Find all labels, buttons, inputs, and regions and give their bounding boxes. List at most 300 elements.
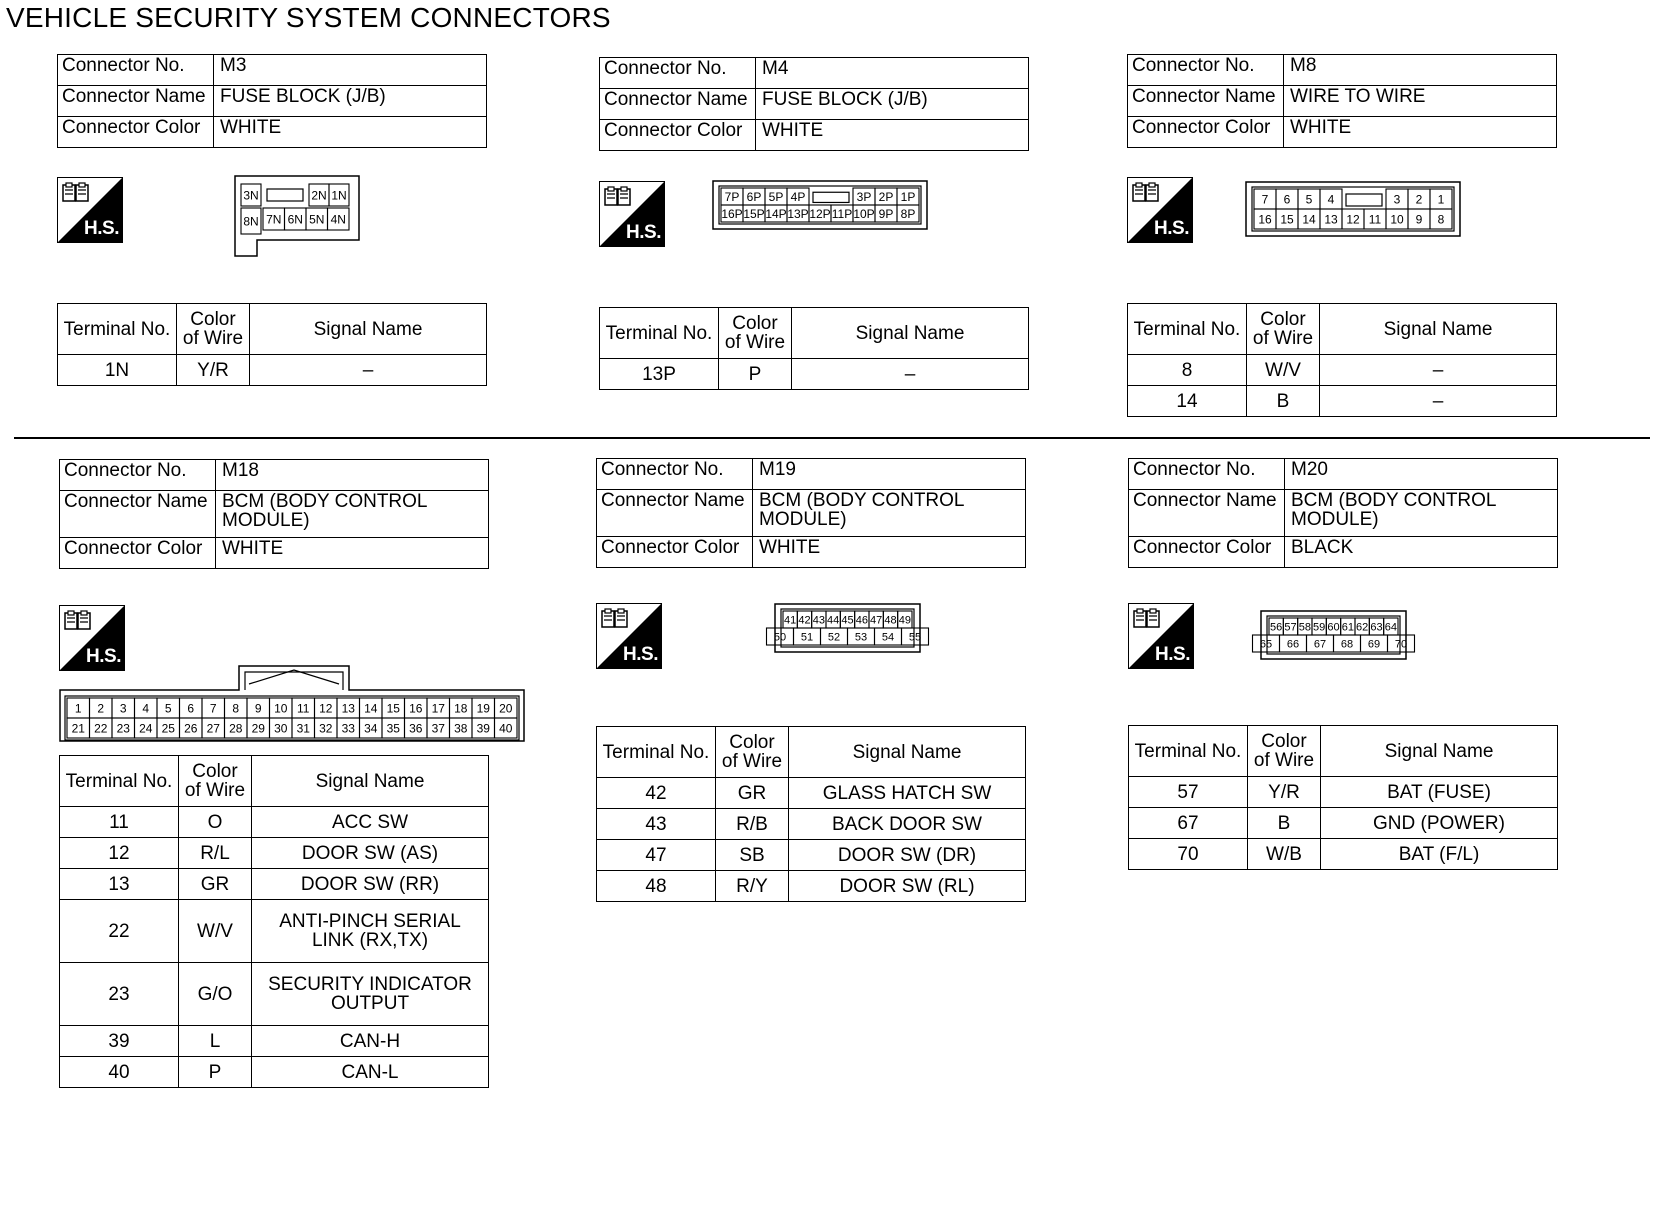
table-row	[60, 900, 489, 963]
table-row	[58, 355, 487, 386]
signal-name: BAT (FUSE)	[1321, 777, 1558, 808]
terminal-no-header: Terminal No.	[58, 304, 177, 355]
terminal-no: 47	[597, 840, 716, 871]
terminal-table	[596, 726, 1026, 902]
svg-text:16: 16	[409, 701, 423, 716]
svg-text:10: 10	[1390, 212, 1404, 227]
connector-pin	[1312, 618, 1326, 635]
svg-text:1N: 1N	[331, 188, 347, 203]
connector-info-table	[1127, 54, 1557, 148]
connector-info-table	[596, 458, 1026, 568]
svg-text:13P: 13P	[787, 206, 809, 221]
terminal-no: 40	[60, 1057, 179, 1088]
table-row	[600, 359, 1029, 390]
connector-color-value: WHITE	[1284, 117, 1557, 148]
svg-text:19: 19	[476, 701, 490, 716]
connector-no-row	[1129, 459, 1558, 490]
connector-name-value: BCM (BODY CONTROL MODULE)	[753, 490, 1026, 537]
table-row	[1129, 839, 1558, 870]
terminal-no: 48	[597, 871, 716, 902]
connector-name-value: FUSE BLOCK (J/B)	[756, 89, 1029, 120]
terminal-table	[1128, 725, 1558, 870]
connector-no-value: M19	[753, 459, 1026, 490]
connector-color-label: Connector Color	[60, 538, 216, 569]
harness-side-icon	[57, 177, 123, 243]
connector-pin	[898, 611, 912, 628]
connector-name-label: Connector Name	[597, 490, 753, 537]
connector-name-value: BCM (BODY CONTROL MODULE)	[1285, 490, 1558, 537]
connector-name-value: FUSE BLOCK (J/B)	[214, 86, 487, 117]
connector-color-row	[600, 120, 1029, 151]
connector-pin	[883, 611, 897, 628]
svg-text:68: 68	[1340, 638, 1354, 651]
connector-info-table	[599, 57, 1029, 151]
svg-text:16: 16	[1258, 212, 1272, 227]
connector-info-table	[57, 54, 487, 148]
svg-text:14: 14	[1302, 212, 1316, 227]
table-row	[60, 1057, 489, 1088]
connector-color-label: Connector Color	[597, 537, 753, 568]
table-row	[597, 809, 1026, 840]
signal-name: CAN-H	[252, 1026, 489, 1057]
signal-name: –	[1320, 386, 1557, 417]
connector-no-row	[58, 55, 487, 86]
svg-text:58: 58	[1298, 621, 1311, 634]
terminal-no-header: Terminal No.	[60, 756, 179, 807]
connector-plug-icon	[601, 608, 631, 630]
terminal-no: 11	[60, 807, 179, 838]
connector-no-value: M18	[216, 460, 489, 491]
connector-name-row	[58, 86, 487, 117]
connector-pin	[1269, 618, 1283, 635]
connector-pin	[840, 611, 854, 628]
terminal-table-header	[1128, 304, 1557, 355]
signal-name: CAN-L	[252, 1057, 489, 1088]
wire-color: P	[179, 1057, 252, 1088]
connector-no-label: Connector No.	[60, 460, 216, 491]
connector-name-label: Connector Name	[58, 86, 214, 117]
svg-text:30: 30	[274, 721, 288, 736]
svg-text:24: 24	[139, 721, 153, 736]
svg-text:10: 10	[274, 701, 288, 716]
svg-text:54: 54	[881, 631, 895, 644]
signal-name: –	[1320, 355, 1557, 386]
connector-name-row	[597, 490, 1026, 537]
svg-text:12: 12	[319, 701, 333, 716]
wire-color-header: Color of Wire	[1247, 304, 1320, 355]
harness-side-icon	[1127, 177, 1193, 243]
connector-pin	[855, 611, 869, 628]
connector-color-row	[60, 538, 489, 569]
terminal-table	[57, 303, 487, 386]
svg-text:52: 52	[827, 631, 841, 644]
wire-color-header: Color of Wire	[716, 727, 789, 778]
signal-name: DOOR SW (DR)	[789, 840, 1026, 871]
svg-text:10P: 10P	[853, 206, 875, 221]
connector-name-value: WIRE TO WIRE	[1284, 86, 1557, 117]
signal-name-header: Signal Name	[1320, 304, 1557, 355]
connector-no-label: Connector No.	[1129, 459, 1285, 490]
connector-pin	[1341, 618, 1355, 635]
svg-text:9: 9	[1415, 212, 1423, 227]
svg-text:2: 2	[1415, 192, 1423, 207]
connector-plug-icon	[62, 182, 92, 204]
svg-text:13: 13	[1324, 212, 1338, 227]
wire-color-header: Color of Wire	[179, 756, 252, 807]
connector-no-row	[1128, 55, 1557, 86]
terminal-no-header: Terminal No.	[1129, 726, 1248, 777]
svg-text:3N: 3N	[243, 188, 259, 203]
wire-color: P	[719, 359, 792, 390]
connector-color-label: Connector Color	[1129, 537, 1285, 568]
connector-color-value: WHITE	[216, 538, 489, 569]
svg-text:14: 14	[364, 701, 378, 716]
signal-name: DOOR SW (RR)	[252, 869, 489, 900]
svg-text:3P: 3P	[856, 189, 872, 204]
connector-no-label: Connector No.	[600, 58, 756, 89]
connector-pin	[1355, 618, 1369, 635]
connector-color-value: WHITE	[214, 117, 487, 148]
wire-color: R/Y	[716, 871, 789, 902]
connector-no-row	[597, 459, 1026, 490]
connector-color-row	[1129, 537, 1558, 568]
svg-text:8P: 8P	[900, 206, 916, 221]
wire-color: O	[179, 807, 252, 838]
terminal-no-header: Terminal No.	[1128, 304, 1247, 355]
svg-text:22: 22	[94, 721, 108, 736]
table-row	[60, 869, 489, 900]
svg-text:28: 28	[229, 721, 243, 736]
svg-text:7: 7	[1261, 192, 1269, 207]
harness-side-label: H.S.	[86, 646, 121, 667]
connector-name-value: BCM (BODY CONTROL MODULE)	[216, 491, 489, 538]
table-row	[1128, 386, 1557, 417]
svg-text:26: 26	[184, 721, 198, 736]
svg-text:55: 55	[908, 631, 922, 644]
table-row	[597, 778, 1026, 809]
wire-color-header: Color of Wire	[719, 308, 792, 359]
svg-text:53: 53	[854, 631, 868, 644]
connector-name-row	[600, 89, 1029, 120]
wire-color: W/V	[1247, 355, 1320, 386]
svg-text:15: 15	[1280, 212, 1294, 227]
connector-color-label: Connector Color	[1128, 117, 1284, 148]
table-row	[60, 838, 489, 869]
connector-plug-icon	[1133, 608, 1163, 630]
svg-text:48: 48	[884, 614, 897, 627]
svg-text:4N: 4N	[330, 212, 346, 227]
svg-text:13: 13	[341, 701, 355, 716]
terminal-no: 23	[60, 963, 179, 1026]
connector-name-label: Connector Name	[600, 89, 756, 120]
svg-text:4: 4	[142, 701, 150, 716]
wire-color: GR	[716, 778, 789, 809]
wire-color: G/O	[179, 963, 252, 1026]
signal-name: ANTI-PINCH SERIAL LINK (RX,TX)	[252, 900, 489, 963]
signal-name-header: Signal Name	[1321, 726, 1558, 777]
svg-text:38: 38	[454, 721, 468, 736]
connector-no-value: M3	[214, 55, 487, 86]
svg-text:33: 33	[341, 721, 355, 736]
connector-pin	[797, 611, 811, 628]
svg-text:47: 47	[870, 614, 883, 627]
svg-text:62: 62	[1356, 621, 1369, 634]
wire-color: B	[1247, 386, 1320, 417]
svg-text:6: 6	[1283, 192, 1291, 207]
svg-text:57: 57	[1284, 621, 1297, 634]
terminal-table-header	[1129, 726, 1558, 777]
svg-text:5P: 5P	[768, 189, 784, 204]
connector-color-value: WHITE	[756, 120, 1029, 151]
table-row	[60, 1026, 489, 1057]
signal-name: –	[250, 355, 487, 386]
page-title: VEHICLE SECURITY SYSTEM CONNECTORS	[6, 2, 611, 33]
svg-text:7: 7	[209, 701, 217, 716]
signal-name-header: Signal Name	[250, 304, 487, 355]
connector-color-label: Connector Color	[600, 120, 756, 151]
svg-text:4P: 4P	[790, 189, 806, 204]
terminal-no: 22	[60, 900, 179, 963]
terminal-no: 42	[597, 778, 716, 809]
signal-name: ACC SW	[252, 807, 489, 838]
connector-no-label: Connector No.	[1128, 55, 1284, 86]
wire-color: Y/R	[1248, 777, 1321, 808]
svg-text:45: 45	[841, 614, 854, 627]
connector-name-label: Connector Name	[1128, 86, 1284, 117]
terminal-no: 70	[1129, 839, 1248, 870]
connector-no-label: Connector No.	[597, 459, 753, 490]
terminal-table	[1127, 303, 1557, 417]
connector-plug-icon	[1132, 182, 1162, 204]
table-row	[597, 840, 1026, 871]
connector-pin	[1326, 618, 1340, 635]
connector-no-value: M4	[756, 58, 1029, 89]
svg-text:20: 20	[499, 701, 513, 716]
svg-text:17: 17	[431, 701, 445, 716]
signal-name: BACK DOOR SW	[789, 809, 1026, 840]
svg-text:44: 44	[827, 614, 840, 627]
svg-text:3: 3	[1393, 192, 1401, 207]
connector-name-row	[60, 491, 489, 538]
connector-pin	[787, 205, 809, 222]
svg-text:6P: 6P	[746, 189, 762, 204]
signal-name: –	[792, 359, 1029, 390]
svg-text:14P: 14P	[765, 206, 787, 221]
svg-text:29: 29	[251, 721, 265, 736]
connector-info-table	[59, 459, 489, 569]
connector-face-diagram	[59, 664, 525, 742]
section-divider	[14, 437, 1650, 439]
svg-text:12P: 12P	[809, 206, 831, 221]
connector-no-label: Connector No.	[58, 55, 214, 86]
svg-text:27: 27	[206, 721, 220, 736]
svg-text:8: 8	[232, 701, 240, 716]
table-row	[1129, 808, 1558, 839]
terminal-table-header	[60, 756, 489, 807]
harness-side-label: H.S.	[1154, 218, 1189, 239]
terminal-no: 13P	[600, 359, 719, 390]
svg-text:25: 25	[161, 721, 175, 736]
table-row	[60, 807, 489, 838]
svg-text:41: 41	[784, 614, 797, 627]
svg-text:32: 32	[319, 721, 333, 736]
terminal-no: 57	[1129, 777, 1248, 808]
harness-side-label: H.S.	[84, 218, 119, 239]
svg-text:67: 67	[1313, 638, 1327, 651]
svg-text:11: 11	[297, 701, 310, 716]
svg-text:70: 70	[1394, 638, 1408, 651]
svg-text:43: 43	[812, 614, 825, 627]
signal-name: DOOR SW (AS)	[252, 838, 489, 869]
svg-text:50: 50	[773, 631, 787, 644]
signal-name-header: Signal Name	[792, 308, 1029, 359]
terminal-no: 8	[1128, 355, 1247, 386]
harness-side-icon	[59, 605, 125, 671]
svg-text:56: 56	[1270, 621, 1283, 634]
signal-name-header: Signal Name	[789, 727, 1026, 778]
svg-text:40: 40	[499, 721, 513, 736]
svg-text:23: 23	[116, 721, 130, 736]
connector-pin	[812, 611, 826, 628]
connector-color-row	[58, 117, 487, 148]
connector-name-label: Connector Name	[60, 491, 216, 538]
svg-text:5N: 5N	[309, 212, 325, 227]
connector-face-diagram	[712, 180, 928, 230]
connector-pin	[1384, 618, 1398, 635]
terminal-no-header: Terminal No.	[600, 308, 719, 359]
svg-text:5: 5	[164, 701, 172, 716]
svg-text:42: 42	[798, 614, 811, 627]
connector-info-table	[1128, 458, 1558, 568]
connector-color-row	[597, 537, 1026, 568]
connector-pin	[853, 205, 875, 222]
table-row	[1128, 355, 1557, 386]
table-row	[597, 871, 1026, 902]
terminal-no: 14	[1128, 386, 1247, 417]
wire-color-header: Color of Wire	[177, 304, 250, 355]
svg-text:18: 18	[454, 701, 468, 716]
connector-face-diagram	[1245, 181, 1461, 237]
connector-pin	[743, 205, 765, 222]
connector-no-row	[60, 460, 489, 491]
svg-text:2: 2	[97, 701, 105, 716]
connector-pin	[869, 611, 883, 628]
svg-text:64: 64	[1384, 621, 1397, 634]
svg-text:4: 4	[1327, 192, 1335, 207]
wire-color-header: Color of Wire	[1248, 726, 1321, 777]
svg-text:12: 12	[1346, 212, 1360, 227]
signal-name: GND (POWER)	[1321, 808, 1558, 839]
connector-color-value: BLACK	[1285, 537, 1558, 568]
connector-face-diagram	[1260, 610, 1407, 660]
connector-pin	[1369, 618, 1383, 635]
harness-side-label: H.S.	[626, 222, 661, 243]
svg-text:1: 1	[1437, 192, 1445, 207]
svg-text:7N: 7N	[266, 212, 282, 227]
connector-pin	[1298, 618, 1312, 635]
wire-color: W/B	[1248, 839, 1321, 870]
wire-color: GR	[179, 869, 252, 900]
svg-text:60: 60	[1327, 621, 1340, 634]
svg-text:39: 39	[476, 721, 490, 736]
svg-text:31: 31	[296, 721, 310, 736]
svg-text:8: 8	[1437, 212, 1445, 227]
harness-side-icon	[596, 603, 662, 669]
connector-color-label: Connector Color	[58, 117, 214, 148]
svg-text:21: 21	[71, 721, 85, 736]
svg-text:65: 65	[1259, 638, 1273, 651]
signal-name: SECURITY INDICATOR OUTPUT	[252, 963, 489, 1026]
harness-side-icon	[599, 181, 665, 247]
svg-text:6N: 6N	[287, 212, 303, 227]
connector-face-diagram	[233, 174, 361, 258]
terminal-table-header	[600, 308, 1029, 359]
terminal-no: 1N	[58, 355, 177, 386]
connector-face-diagram	[774, 603, 921, 653]
svg-text:1P: 1P	[900, 189, 916, 204]
wire-color: B	[1248, 808, 1321, 839]
table-row	[1129, 777, 1558, 808]
svg-text:61: 61	[1341, 621, 1354, 634]
connector-color-value: WHITE	[753, 537, 1026, 568]
svg-text:46: 46	[855, 614, 868, 627]
connector-color-row	[1128, 117, 1557, 148]
wire-color: R/B	[716, 809, 789, 840]
harness-side-icon	[1128, 603, 1194, 669]
terminal-table-header	[597, 727, 1026, 778]
terminal-no: 43	[597, 809, 716, 840]
svg-text:2P: 2P	[878, 189, 894, 204]
signal-name: BAT (F/L)	[1321, 839, 1558, 870]
terminal-table	[599, 307, 1029, 390]
connector-pin	[765, 205, 787, 222]
svg-text:36: 36	[409, 721, 423, 736]
signal-name: GLASS HATCH SW	[789, 778, 1026, 809]
svg-text:51: 51	[800, 631, 814, 644]
connector-pin	[1283, 618, 1297, 635]
connector-name-label: Connector Name	[1129, 490, 1285, 537]
connector-no-value: M8	[1284, 55, 1557, 86]
svg-text:6: 6	[187, 701, 195, 716]
wire-color: W/V	[179, 900, 252, 963]
svg-text:35: 35	[386, 721, 400, 736]
wire-color: R/L	[179, 838, 252, 869]
svg-text:15: 15	[386, 701, 400, 716]
connector-pin	[826, 611, 840, 628]
svg-text:69: 69	[1367, 638, 1381, 651]
svg-text:7P: 7P	[724, 189, 740, 204]
wire-color: Y/R	[177, 355, 250, 386]
connector-plug-icon	[604, 186, 634, 208]
svg-text:9P: 9P	[878, 206, 894, 221]
harness-side-label: H.S.	[623, 644, 658, 665]
wire-color: SB	[716, 840, 789, 871]
terminal-no: 12	[60, 838, 179, 869]
svg-text:9: 9	[254, 701, 262, 716]
svg-text:3: 3	[119, 701, 127, 716]
terminal-no: 39	[60, 1026, 179, 1057]
connector-plug-icon	[64, 610, 94, 632]
harness-side-label: H.S.	[1155, 644, 1190, 665]
svg-text:37: 37	[431, 721, 445, 736]
svg-text:5: 5	[1305, 192, 1313, 207]
connector-pin	[831, 205, 853, 222]
svg-text:63: 63	[1370, 621, 1383, 634]
terminal-table-header	[58, 304, 487, 355]
svg-text:66: 66	[1286, 638, 1300, 651]
svg-text:8N: 8N	[243, 214, 259, 229]
svg-text:15P: 15P	[743, 206, 765, 221]
